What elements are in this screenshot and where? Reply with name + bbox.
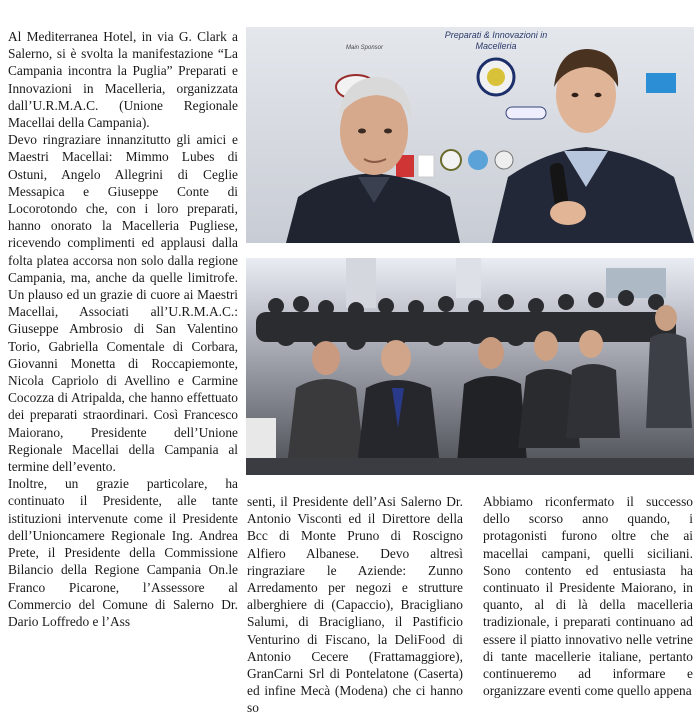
article-paragraph: Abbiamo riconfermato il successo dello scorso anno quando, i protagonisti furono oltre che ai macellai campani, quelli siciliani. Sono contento ed entusiasta ha continuato il Presidente Maiorano, in quanto, al di là della macelleria tradizionale, i preparati continuano ad essere il piatto innovativo nelle vetrine di tante macellerie italiane, pertanto continueremo ad informare e organizzare eventi come quello appena — [483, 494, 693, 699]
article-paragraph: Inoltre, un grazie particolare, ha continuato il Presidente, alle tante istituzioni intervenute come il Presidente dell’Unioncamere Regionale Ing. Andrea Prete, il Presidente della Commissione Bilancio della Regione Campania On.le Franco Picarone, l’Assessore al Commercio del Comune di Salerno Dr. Dario Loffredo e l’Ass — [8, 476, 238, 629]
photo-speakers — [246, 27, 694, 243]
article-paragraph: Devo ringraziare innanzitutto gli amici e Maestri Macellai: Mimmo Lubes di Ostuni, Angelo Allegrini di Ceglie Messapica e Giuseppe Conte di Locorotondo che, con i loro preparati, hanno onorato la Macelleria Pugliese, ricevendo complimenti ed applausi dalla folta platea accorsa non solo dalla regione Campania, ma, anche da quelle limitrofe. Un plauso ed un grazie di cuore ai Maestri Macellai, Associati all’U.R.M.A.C.: Giuseppe Ambrosio di San Valentino Torio, Gabriella Comentale di Corbara, Giovanni Monetta di Roccapiemonte, Nicola Capriolo di Avellino e Carmine Cocozza di Atripalda, che hanno effettuato dei preparati straordinari. Così Francesco Maiorano, Presidente dell’Unione Regionale Macellai della Campania al termine dell’evento. — [8, 132, 238, 475]
photo-speakers-drawing — [246, 27, 694, 243]
article-column-left — [8, 28, 238, 700]
backdrop-sponsor-label: Main Sponsor — [346, 45, 384, 51]
backdrop-title-line: Preparati & Innovazioni in — [444, 30, 548, 40]
photo-audience — [246, 258, 694, 475]
backdrop-title-line: Macelleria — [475, 41, 517, 51]
photo-audience-drawing — [246, 258, 694, 475]
article-paragraph: senti, il Presidente dell’Asi Salerno Dr. Antonio Visconti ed il Direttore della Bcc di Monte Pruno di Roscigno Alfiero Albanese. Devo altresì ringraziare le Aziende: Zunno Arredamento per negozi e strutture alberghiere di (Capaccio), Bracigliano Salumi, di Bracigliano, il Pastificio Venturino di Fiscano, la DeliFood di Antonio Cecere (Frattamaggiore), GranCarni Srl di Pontelatone (Caserta) ed infine Mecà (Modena) che ci hanno so — [247, 494, 463, 716]
article-column-middle — [247, 493, 463, 716]
article-column-right — [483, 493, 693, 700]
article-paragraph: Al Mediterranea Hotel, in via G. Clark a Salerno, si è svolta la manifestazione “La Campania incontra la Puglia” Preparati e Innovazioni in Macelleria, organizzata dall’U.R.M.A.C. (Unione Regionale Macellai della Campania). — [8, 29, 238, 131]
